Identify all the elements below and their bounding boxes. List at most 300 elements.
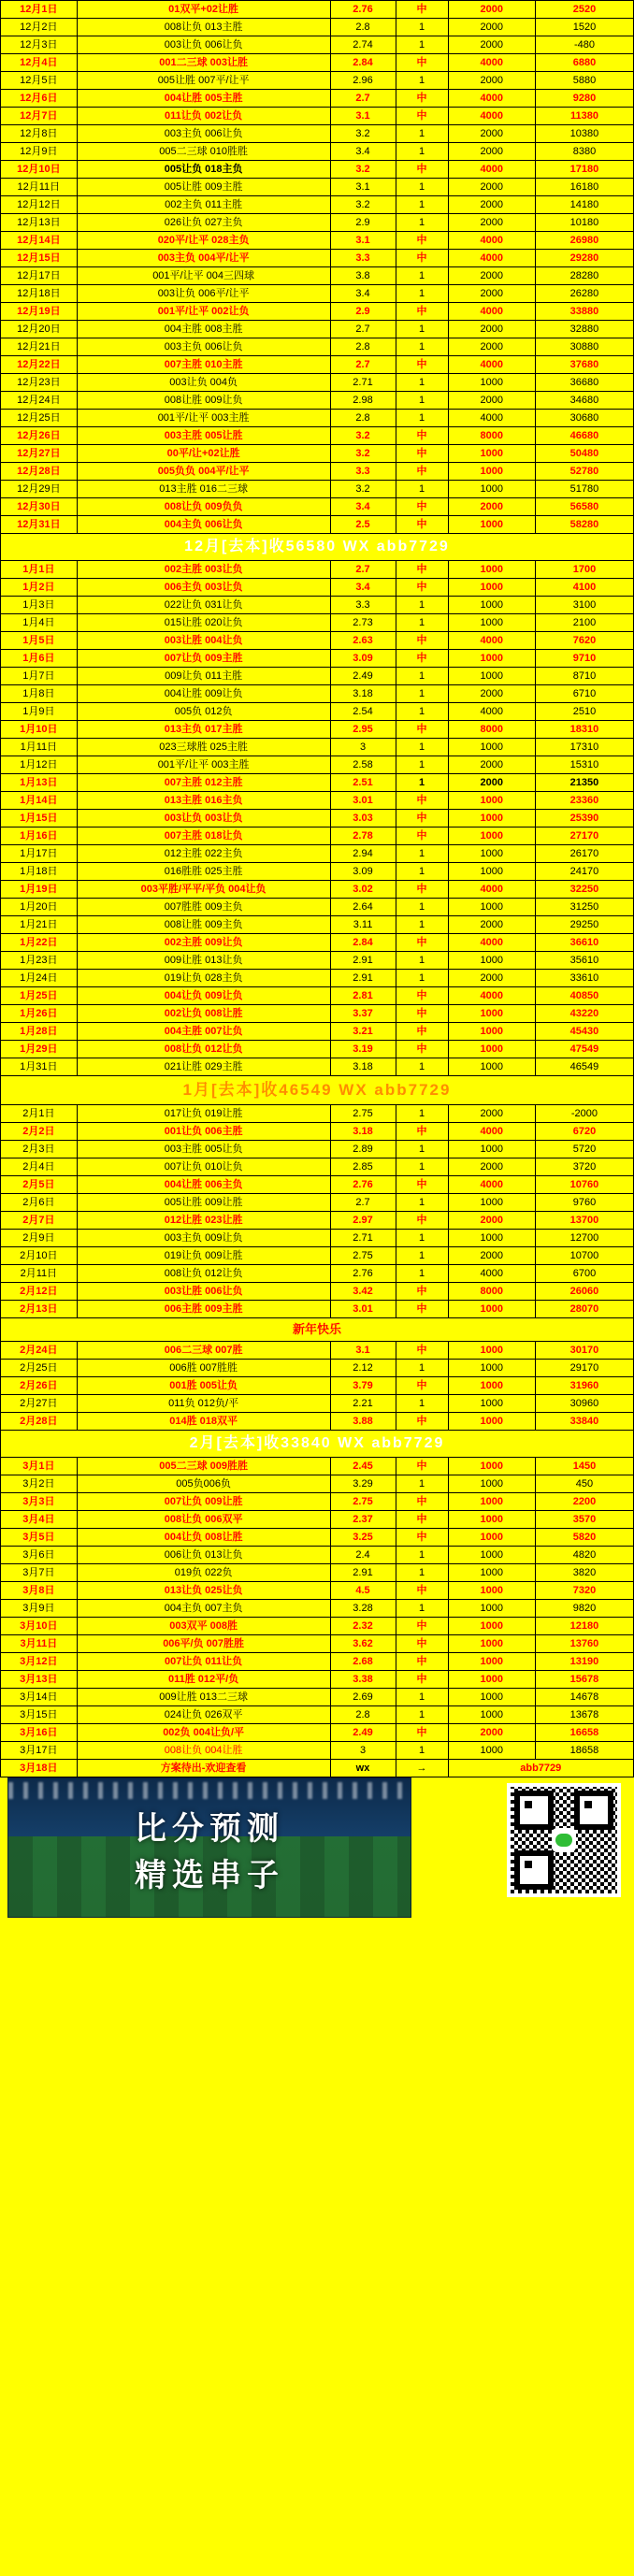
table-row [1,250,634,267]
cell-plan: 001平/让平 004三四球 [77,267,330,285]
cell-date: 2月27日 [1,1395,78,1413]
cell-prize: -480 [535,36,633,54]
cell-count: 1 [396,196,448,214]
cell-stake: 1000 [448,863,535,881]
cell-count: 1 [396,970,448,987]
cell-odds: 3.4 [330,285,396,303]
cell-date: 1月21日 [1,916,78,934]
cell-count: 1 [396,143,448,161]
cell-stake: 1000 [448,1475,535,1493]
cell-date: 3月5日 [1,1529,78,1547]
cell-plan: 008让负 012让负 [77,1041,330,1058]
cell-date: 2月12日 [1,1283,78,1301]
cell-plan: 005让胜 009主胜 [77,179,330,196]
cell-stake: 1000 [448,1582,535,1600]
cell-odds: 2.91 [330,952,396,970]
table-row [1,614,634,632]
table-row [1,739,634,756]
cell-count: 中 [396,516,448,534]
cell-date: 1月16日 [1,827,78,845]
cell-odds: 2.21 [330,1395,396,1413]
cell-count: 中 [396,427,448,445]
cell-prize: 21350 [535,774,633,792]
cell-odds: 2.71 [330,374,396,392]
cell-plan: 005二三球 010胜胜 [77,143,330,161]
cell-odds: 2.7 [330,561,396,579]
cell-stake: 1000 [448,810,535,827]
cell-date: 12月28日 [1,463,78,481]
cell-odds: 2.69 [330,1689,396,1706]
cell-plan: 009让胜 013让负 [77,952,330,970]
cell-odds: 3.1 [330,108,396,125]
cell-date: 12月31日 [1,516,78,534]
cell-count: 中 [396,1176,448,1194]
cell-stake: 1000 [448,1141,535,1158]
cell-count: 1 [396,863,448,881]
cell-stake: 1000 [448,561,535,579]
cell-prize: 26170 [535,845,633,863]
cell-prize: 10380 [535,125,633,143]
cell-stake: 1000 [448,1041,535,1058]
table-row [1,632,634,650]
cell-count: 1 [396,410,448,427]
cell-prize: 51780 [535,481,633,498]
table-row [1,19,634,36]
cell-plan: 002负 004让负/平 [77,1724,330,1742]
table-row [1,1212,634,1230]
cell-prize: 14180 [535,196,633,214]
cell-date: 12月30日 [1,498,78,516]
cell-plan: 003让负 004负 [77,374,330,392]
cell-plan: 013主负 017主胜 [77,721,330,739]
cell-date: 3月17日 [1,1742,78,1760]
cell-count: 1 [396,1706,448,1724]
cell-date: 12月26日 [1,427,78,445]
cell-stake: 1000 [448,1689,535,1706]
cell-odds: 3.2 [330,161,396,179]
cell-stake: 2000 [448,756,535,774]
table-row [1,1283,634,1301]
cell-plan: 002主胜 009让负 [77,934,330,952]
table-row [1,650,634,668]
cell-stake: 2000 [448,1158,535,1176]
table-row [1,1194,634,1212]
cell-odds: 3 [330,739,396,756]
table-row [1,1458,634,1475]
table-row [1,1742,634,1760]
cell-date: 1月20日 [1,899,78,916]
cell-plan: 011胜 012平/负 [77,1671,330,1689]
cell-prize: 1700 [535,561,633,579]
cell-count: 中 [396,561,448,579]
cell-odds: 2.58 [330,756,396,774]
cell-date: 1月6日 [1,650,78,668]
cell-prize: 6880 [535,54,633,72]
cell-stake: 4000 [448,410,535,427]
cell-prize: 46549 [535,1058,633,1076]
cell-stake: 1000 [448,445,535,463]
cell-prize: 4820 [535,1547,633,1564]
cell-count: 中 [396,1724,448,1742]
cell-prize: 2520 [535,1,633,19]
qr-code-icon[interactable] [507,1783,621,1897]
table-row [1,1475,634,1493]
cell-prize: 23360 [535,792,633,810]
cell-stake: 1000 [448,481,535,498]
table-row [1,721,634,739]
cell-odds: 2.12 [330,1360,396,1377]
cell-odds: 3.2 [330,125,396,143]
cell-odds: 2.49 [330,1724,396,1742]
cell-count: 1 [396,481,448,498]
cell-plan: 003双平 008胜 [77,1618,330,1635]
cell-prize: 3820 [535,1564,633,1582]
cell-stake: 4000 [448,161,535,179]
cell-plan: 004主胜 007让负 [77,1023,330,1041]
cell-stake: 4000 [448,356,535,374]
table-row [1,774,634,792]
cell-contact-label: wx [330,1760,396,1777]
cell-date: 1月28日 [1,1023,78,1041]
cell-prize: 32880 [535,321,633,338]
cell-odds: 3.2 [330,196,396,214]
table-row [1,1230,634,1247]
cell-plan: 001平/让平 002让负 [77,303,330,321]
table-row [1,1724,634,1742]
cell-odds: 3.09 [330,863,396,881]
table-row [1,108,634,125]
cell-odds: 2.7 [330,356,396,374]
cell-odds: 2.9 [330,303,396,321]
cell-odds: 2.63 [330,632,396,650]
cell-prize: 30960 [535,1395,633,1413]
cell-stake: 2000 [448,498,535,516]
cell-plan: 方案待出-欢迎查看 [77,1760,330,1777]
cell-date: 12月12日 [1,196,78,214]
cell-prize: 5820 [535,1529,633,1547]
cell-date: 3月16日 [1,1724,78,1742]
cell-date: 12月19日 [1,303,78,321]
table-row [1,267,634,285]
cell-prize: 31960 [535,1377,633,1395]
cell-odds: 3.62 [330,1635,396,1653]
cell-count: 中 [396,827,448,845]
cell-count: 1 [396,214,448,232]
cell-count: 1 [396,1689,448,1706]
cell-date: 1月7日 [1,668,78,685]
cell-date: 2月25日 [1,1360,78,1377]
cell-count: 中 [396,934,448,952]
cell-prize: 17180 [535,161,633,179]
table-row [1,579,634,597]
cell-prize: 52780 [535,463,633,481]
table-row [1,1635,634,1653]
promo-banner [7,1777,411,1918]
cell-prize: 29280 [535,250,633,267]
cell-odds: 3.01 [330,792,396,810]
cell-date: 12月7日 [1,108,78,125]
cell-prize: 37680 [535,356,633,374]
cell-count: 中 [396,1342,448,1360]
table-row [1,952,634,970]
cell-stake: 2000 [448,1724,535,1742]
table-row [1,1005,634,1023]
cell-stake: 2000 [448,267,535,285]
cell-date: 12月9日 [1,143,78,161]
table-row [1,36,634,54]
cell-stake: 2000 [448,19,535,36]
table-row [1,1360,634,1377]
table-row [1,1493,634,1511]
cell-date: 1月13日 [1,774,78,792]
cell-odds: 2.98 [330,392,396,410]
cell-count: 1 [396,1547,448,1564]
cell-stake: 1000 [448,650,535,668]
table-row [1,374,634,392]
cell-prize: 33610 [535,970,633,987]
cell-stake: 1000 [448,739,535,756]
cell-date: 12月4日 [1,54,78,72]
cell-count: 1 [396,321,448,338]
cell-date: 2月26日 [1,1377,78,1395]
cell-plan: 006主负 003让负 [77,579,330,597]
cell-odds: 3.37 [330,1005,396,1023]
cell-prize: 12700 [535,1230,633,1247]
cell-prize: 36610 [535,934,633,952]
cell-prize: 5880 [535,72,633,90]
table-row [1,597,634,614]
table-row [1,561,634,579]
cell-count: 中 [396,498,448,516]
cell-date: 1月8日 [1,685,78,703]
cell-prize: 27170 [535,827,633,845]
cell-count: 中 [396,1635,448,1653]
cell-count: 中 [396,232,448,250]
cell-stake: 1000 [448,1618,535,1635]
pending-plan-row [1,1760,634,1777]
cell-plan: 020平/让平 028主负 [77,232,330,250]
cell-date: 12月24日 [1,392,78,410]
cell-stake: 1000 [448,1529,535,1547]
cell-date: 2月5日 [1,1176,78,1194]
cell-count: 中 [396,721,448,739]
cell-date: 1月3日 [1,597,78,614]
cell-stake: 2000 [448,321,535,338]
cell-stake: 8000 [448,721,535,739]
cell-plan: 005让胜 007平/让平 [77,72,330,90]
table-row [1,356,634,374]
cell-count: 1 [396,1247,448,1265]
cell-odds: 3.3 [330,250,396,267]
cell-odds: 2.81 [330,987,396,1005]
cell-plan: 013主胜 016二三球 [77,481,330,498]
cell-stake: 1000 [448,1671,535,1689]
cell-date: 12月21日 [1,338,78,356]
cell-plan: 008让负 013主胜 [77,19,330,36]
cell-odds: 2.5 [330,516,396,534]
table-row [1,685,634,703]
cell-plan: 007让负 009让胜 [77,1493,330,1511]
table-row [1,410,634,427]
cell-count: 1 [396,916,448,934]
cell-odds: 2.8 [330,410,396,427]
cell-plan: 012让胜 023让胜 [77,1212,330,1230]
cell-odds: 2.84 [330,54,396,72]
cell-stake: 4000 [448,1123,535,1141]
cell-stake: 1000 [448,1635,535,1653]
month-summary-text: 12月[去本]收56580 WX abb7729 [1,534,634,561]
cell-plan: 004让负 008让胜 [77,1529,330,1547]
table-row [1,827,634,845]
cell-stake: 1000 [448,516,535,534]
cell-odds: 2.7 [330,1194,396,1212]
cell-count: 中 [396,1618,448,1635]
cell-stake: 1000 [448,1458,535,1475]
cell-count: 中 [396,1493,448,1511]
cell-count: 1 [396,739,448,756]
cell-stake: 2000 [448,916,535,934]
cell-odds: 3.18 [330,1123,396,1141]
cell-prize: 35610 [535,952,633,970]
cell-odds: 2.71 [330,1230,396,1247]
cell-count: 中 [396,356,448,374]
table-row [1,1158,634,1176]
cell-prize: 9760 [535,1194,633,1212]
cell-stake: 1000 [448,1194,535,1212]
table-row [1,321,634,338]
cell-plan: 009让负 011主胜 [77,668,330,685]
cell-odds: 2.4 [330,1547,396,1564]
cell-plan: 004让负 009让负 [77,987,330,1005]
cell-date: 2月9日 [1,1230,78,1247]
cell-date: 3月4日 [1,1511,78,1529]
cell-odds: 3.18 [330,1058,396,1076]
holiday-banner [1,1318,634,1342]
cell-plan: 003让负 006平/让平 [77,285,330,303]
table-row [1,899,634,916]
cell-odds: 2.8 [330,1706,396,1724]
cell-odds: 2.84 [330,934,396,952]
cell-count: 1 [396,845,448,863]
cell-stake: 4000 [448,232,535,250]
cell-count: 中 [396,1413,448,1431]
cell-prize: 450 [535,1475,633,1493]
cell-count: 1 [396,285,448,303]
cell-count: 中 [396,1041,448,1058]
cell-odds: 2.97 [330,1212,396,1230]
cell-prize: 46680 [535,427,633,445]
cell-count: 1 [396,1360,448,1377]
table-row [1,1141,634,1158]
cell-prize: 50480 [535,445,633,463]
cell-stake: 2000 [448,774,535,792]
cell-date: 1月31日 [1,1058,78,1076]
cell-prize: 4100 [535,579,633,597]
cell-count: 中 [396,632,448,650]
cell-odds: 2.73 [330,614,396,632]
cell-odds: 2.76 [330,1,396,19]
table-row [1,756,634,774]
cell-count: 中 [396,1511,448,1529]
cell-count: 中 [396,792,448,810]
cell-stake: 1000 [448,579,535,597]
month-summary-row [1,1076,634,1105]
cell-odds: 2.75 [330,1105,396,1123]
table-row [1,792,634,810]
cell-stake: 1000 [448,1377,535,1395]
cell-plan: 003主负 006让负 [77,338,330,356]
cell-plan: 013让负 025让负 [77,1582,330,1600]
cell-stake: 1000 [448,1301,535,1318]
cell-prize: 9710 [535,650,633,668]
cell-date: 12月22日 [1,356,78,374]
cell-prize: 26060 [535,1283,633,1301]
cell-date: 12月18日 [1,285,78,303]
cell-date: 2月3日 [1,1141,78,1158]
cell-plan: 005负006负 [77,1475,330,1493]
table-row [1,72,634,90]
cell-prize: 25390 [535,810,633,827]
cell-plan: 005让负 018主负 [77,161,330,179]
cell-count: 中 [396,1123,448,1141]
cell-count: 中 [396,1301,448,1318]
cell-count: 1 [396,1141,448,1158]
cell-count: 中 [396,90,448,108]
cell-wechat-id[interactable]: abb7729 [448,1760,633,1777]
cell-odds: 2.94 [330,845,396,863]
cell-prize: 2100 [535,614,633,632]
table-row [1,232,634,250]
cell-prize: 13760 [535,1635,633,1653]
cell-plan: 008让负 004让胜 [77,1742,330,1760]
cell-stake: 4000 [448,703,535,721]
cell-count: 1 [396,952,448,970]
cell-count: 1 [396,703,448,721]
cell-plan: 003主负 006让负 [77,125,330,143]
cell-prize: 26280 [535,285,633,303]
table-row [1,1511,634,1529]
cell-plan: 007主胜 010主胜 [77,356,330,374]
cell-date: 12月1日 [1,1,78,19]
cell-plan: 002主负 011主胜 [77,196,330,214]
cell-plan: 007让负 011让负 [77,1653,330,1671]
cell-count: 中 [396,1005,448,1023]
table-row [1,1671,634,1689]
cell-date: 1月19日 [1,881,78,899]
cell-plan: 005负负 004平/让平 [77,463,330,481]
cell-plan: 017让负 019让胜 [77,1105,330,1123]
cell-prize: 47549 [535,1041,633,1058]
table-row [1,1342,634,1360]
cell-date: 3月3日 [1,1493,78,1511]
cell-date: 3月18日 [1,1760,78,1777]
cell-stake: 2000 [448,1212,535,1230]
cell-odds: 2.85 [330,1158,396,1176]
cell-prize: 6720 [535,1123,633,1141]
cell-prize: 15310 [535,756,633,774]
cell-date: 1月18日 [1,863,78,881]
cell-prize: 2510 [535,703,633,721]
cell-count: 中 [396,161,448,179]
table-row [1,1547,634,1564]
cell-odds: 3.21 [330,1023,396,1041]
cell-count: 中 [396,881,448,899]
cell-prize: 18310 [535,721,633,739]
cell-count: 1 [396,685,448,703]
table-row [1,481,634,498]
cell-stake: 1000 [448,1360,535,1377]
cell-plan: 003让胜 004让负 [77,632,330,650]
